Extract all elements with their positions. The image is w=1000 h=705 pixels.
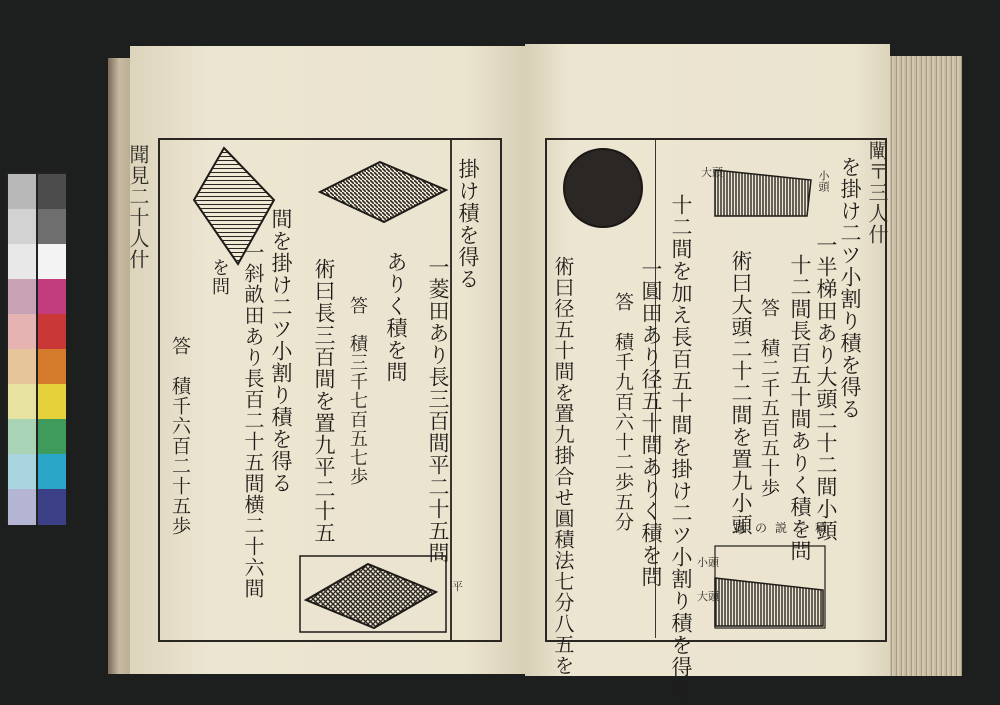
left-margin-title: 聞見二十人什 [126, 144, 150, 270]
right-col-5: 十二間を加え長百五十間を掛け二ツ小割り積を得る [669, 194, 693, 700]
calibration-patch [38, 314, 66, 350]
left-col-7: を問 [209, 258, 230, 296]
right-margin-title: 闡〒三人什 [865, 140, 889, 245]
calibration-patch [38, 419, 66, 455]
left-page [126, 46, 525, 674]
calibration-patch [8, 314, 36, 350]
calibration-patch [8, 209, 36, 245]
right-col-2: 十二間長百五十間ありく積を問 [788, 254, 812, 562]
calibration-patch [38, 209, 66, 245]
calibration-patch [8, 349, 36, 385]
right-col-4: 術曰大頭二十二間を置九小頭 [729, 250, 753, 536]
rhombus-figure-bottom [298, 554, 448, 634]
calibration-patch [38, 174, 66, 210]
calibration-patch [8, 454, 36, 490]
bottom-small-label: 小頭 [697, 556, 719, 569]
right-col-3: 答 積二千五百五十歩 [758, 298, 780, 498]
right-page [525, 44, 890, 700]
left-col-3: 術曰長三百間を置九平二十五 [312, 258, 336, 544]
calibration-patch [38, 454, 66, 490]
figure-mark-hei: 平 [452, 580, 463, 593]
right-col-6: 一圓田あり径五十間ありく積を問 [639, 258, 663, 588]
color-calibration-strip [6, 172, 66, 524]
right-heading: を掛け二ツ小割り積を得る [838, 156, 862, 420]
trapezoid-figure-top [711, 162, 817, 220]
trapezoid-figure-bottom [709, 540, 833, 632]
calibration-patch [8, 174, 36, 210]
calibration-patch [38, 349, 66, 385]
calibration-patch [8, 419, 36, 455]
calibration-patch [38, 384, 66, 420]
calibration-patch [8, 244, 36, 280]
left-heading: 掛け積を得る [456, 158, 480, 290]
calibration-patch [38, 489, 66, 525]
left-col-6: 一斜畝田あり長百二十五間横二十六間 [241, 242, 265, 599]
bottom-figure-caption: 圖の説二積 [735, 521, 836, 535]
calibration-patch [8, 279, 36, 315]
circle-figure [561, 146, 645, 230]
right-col-1: 一半梯田あり大頭二十二間小頭 [814, 234, 838, 542]
left-col-8: 答 積千六百二十五歩 [169, 336, 191, 536]
left-col-1: 一菱田あり長三百間平二十五間 [426, 256, 450, 564]
left-col-2: ありく積を問 [384, 251, 408, 383]
left-col-5: 間を掛け二ツ小割り積を得る [269, 208, 293, 494]
bottom-large-label: 大頭 [697, 590, 719, 603]
calibration-patch [8, 489, 36, 525]
kite-figure [192, 144, 276, 268]
calibration-patch [38, 244, 66, 280]
right-col-8: 術曰径五十間を置九掛合せ圓積法七分八五を [551, 256, 575, 676]
top-large-label: 大頭 [701, 166, 723, 179]
left-col-4: 答 積三千七百五七歩 [347, 296, 368, 486]
right-col-7: 答 積千九百六十二歩五分 [612, 292, 634, 532]
calibration-patch [8, 384, 36, 420]
book-right-edge [884, 56, 962, 676]
rhombus-figure-top [318, 160, 448, 224]
left-heading-rule [450, 140, 452, 640]
top-small-label: 小頭 [817, 170, 830, 192]
calibration-patch [38, 279, 66, 315]
